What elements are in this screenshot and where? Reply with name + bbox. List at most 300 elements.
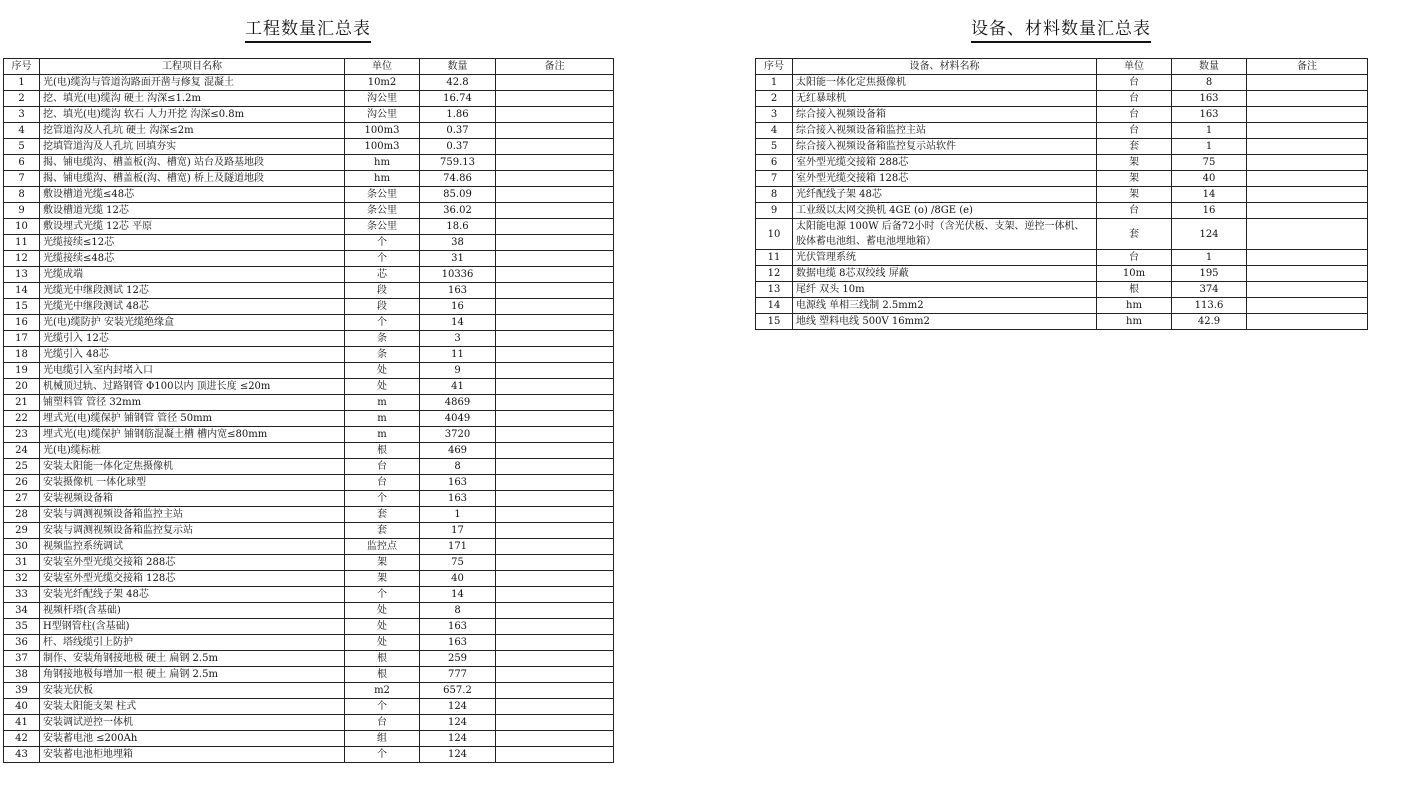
table-row [4,523,614,539]
table-row [756,123,1368,139]
cell-index: 11 [756,250,793,266]
cell-quantity: 124 [420,731,496,747]
cell-index: 29 [4,523,40,539]
cell-index: 13 [756,282,793,298]
cell-index: 25 [4,459,40,475]
cell-unit: 条公里 [345,219,420,235]
cell-quantity: 9 [420,363,496,379]
cell-index: 16 [4,315,40,331]
cell-remark [1247,75,1368,91]
cell-unit: 个 [345,699,420,715]
cell-quantity: 4049 [420,411,496,427]
cell-remark [496,171,614,187]
cell-index: 5 [4,139,40,155]
cell-remark [496,347,614,363]
cell-unit: 台 [345,475,420,491]
table-row [756,250,1368,266]
cell-name: 光(电)缆沟与管道沟路面开凿与修复 混凝土 [40,75,345,91]
cell-remark [496,123,614,139]
cell-name: 尾纤 双头 10m [793,282,1097,298]
cell-unit: 台 [345,715,420,731]
cell-unit: 台 [1097,107,1172,123]
cell-quantity: 4869 [420,395,496,411]
cell-name: 杆、塔线缆引上防护 [40,635,345,651]
cell-quantity: 163 [1172,107,1247,123]
cell-remark [1247,219,1368,250]
table-row [4,555,614,571]
cell-quantity: 75 [1172,155,1247,171]
cell-remark [496,379,614,395]
cell-index: 8 [4,187,40,203]
cell-name: 光纤配线子架 48芯 [793,187,1097,203]
cell-name: 光缆引入 12芯 [40,331,345,347]
cell-index: 1 [756,75,793,91]
cell-name: 角钢接地极每增加一根 硬土 扁钢 2.5m [40,667,345,683]
table-row [4,411,614,427]
cell-name: 揭、铺电缆沟、槽盖板(沟、槽宽) 站台及路基地段 [40,155,345,171]
cell-quantity: 40 [1172,171,1247,187]
table-row [756,75,1368,91]
equipment-material-table [755,58,1368,330]
engineering-quantity-title: 工程数量汇总表 [3,18,613,40]
table-row [4,283,614,299]
cell-remark [496,539,614,555]
cell-name: 安装室外型光缆交接箱 288芯 [40,555,345,571]
cell-unit: 架 [345,555,420,571]
table-row [4,331,614,347]
cell-index: 2 [756,91,793,107]
cell-name: 安装光纤配线子架 48芯 [40,587,345,603]
table-row [4,491,614,507]
cell-remark [496,523,614,539]
cell-quantity: 777 [420,667,496,683]
cell-quantity: 16 [1172,203,1247,219]
cell-index: 17 [4,331,40,347]
cell-quantity: 17 [420,523,496,539]
cell-name: 室外型光缆交接箱 288芯 [793,155,1097,171]
cell-name: 光缆接续≤48芯 [40,251,345,267]
cell-remark [1247,107,1368,123]
cell-name: 安装摄像机 一体化球型 [40,475,345,491]
cell-name: 埋式光(电)缆保护 铺钢管 管径 50mm [40,411,345,427]
cell-unit: m2 [345,683,420,699]
cell-name: 视频监控系统调试 [40,539,345,555]
cell-name: 光缆成端 [40,267,345,283]
table-row [756,298,1368,314]
cell-name: 工业级以太网交换机 4GE (o) /8GE (e) [793,203,1097,219]
cell-name: 敷设槽道光缆≤48芯 [40,187,345,203]
cell-quantity: 0.37 [420,123,496,139]
cell-remark [1247,187,1368,203]
cell-remark [1247,266,1368,282]
cell-index: 30 [4,539,40,555]
table-row [4,171,614,187]
table-row [756,219,1368,250]
cell-unit: 根 [345,667,420,683]
table-row [4,475,614,491]
cell-name: 光缆光中继段测试 12芯 [40,283,345,299]
cell-index: 31 [4,555,40,571]
cell-remark [496,155,614,171]
cell-remark [496,667,614,683]
cell-unit: 条 [345,347,420,363]
cell-remark [496,235,614,251]
cell-name: 地线 塑料电线 500V 16mm2 [793,314,1097,330]
cell-quantity: 124 [420,715,496,731]
cell-remark [496,427,614,443]
cell-remark [496,475,614,491]
table-row [4,699,614,715]
cell-remark [496,587,614,603]
cell-name: 无红暴球机 [793,91,1097,107]
table-row [4,347,614,363]
cell-remark [496,443,614,459]
cell-name: 光电缆引入室内封堵入口 [40,363,345,379]
cell-name: 电源线 单相三线制 2.5mm2 [793,298,1097,314]
cell-remark [496,267,614,283]
cell-quantity: 124 [1172,219,1247,250]
cell-unit: hm [1097,298,1172,314]
cell-index: 41 [4,715,40,731]
cell-remark [496,635,614,651]
cell-remark [496,715,614,731]
cell-index: 37 [4,651,40,667]
cell-index: 43 [4,747,40,763]
table-row [4,603,614,619]
cell-remark [1247,250,1368,266]
column-header-name: 设备、材料名称 [793,59,1097,75]
cell-unit: 台 [1097,250,1172,266]
cell-unit: 条公里 [345,187,420,203]
cell-quantity: 124 [420,747,496,763]
table-row [756,139,1368,155]
cell-quantity: 75 [420,555,496,571]
cell-name: 综合接入视频设备箱监控复示站软件 [793,139,1097,155]
cell-index: 10 [4,219,40,235]
cell-quantity: 85.09 [420,187,496,203]
cell-quantity: 16.74 [420,91,496,107]
cell-unit: 根 [1097,282,1172,298]
cell-remark [496,251,614,267]
table-row [4,427,614,443]
cell-index: 26 [4,475,40,491]
table-row [4,267,614,283]
cell-quantity: 18.6 [420,219,496,235]
cell-index: 9 [4,203,40,219]
cell-name: 安装蓄电池 ≤200Ah [40,731,345,747]
column-header-quantity: 数量 [420,59,496,75]
cell-unit: 段 [345,283,420,299]
cell-remark [496,283,614,299]
table-header-row [4,59,614,75]
cell-name: 埋式光(电)缆保护 铺钢筋混凝土槽 槽内宽≤80mm [40,427,345,443]
table-row [4,619,614,635]
cell-quantity: 10336 [420,267,496,283]
cell-name: 安装与调测视频设备箱监控主站 [40,507,345,523]
cell-name: 光缆光中继段测试 48芯 [40,299,345,315]
cell-quantity: 36.02 [420,203,496,219]
cell-name: 光缆引入 48芯 [40,347,345,363]
cell-quantity: 759.13 [420,155,496,171]
table-row [756,282,1368,298]
cell-quantity: 374 [1172,282,1247,298]
cell-remark [496,411,614,427]
cell-index: 8 [756,187,793,203]
cell-remark [496,331,614,347]
cell-unit: 根 [345,443,420,459]
cell-remark [496,395,614,411]
cell-quantity: 41 [420,379,496,395]
table-row [4,651,614,667]
cell-index: 15 [756,314,793,330]
cell-index: 23 [4,427,40,443]
cell-unit: 处 [345,635,420,651]
table-row [4,571,614,587]
column-header-quantity: 数量 [1172,59,1247,75]
column-header-name: 工程项目名称 [40,59,345,75]
table-row [756,171,1368,187]
cell-unit: 10m2 [345,75,420,91]
cell-quantity: 163 [1172,91,1247,107]
column-header-unit: 单位 [345,59,420,75]
column-header-index: 序号 [756,59,793,75]
cell-name: 太阳能一体化定焦摄像机 [793,75,1097,91]
cell-unit: 架 [1097,171,1172,187]
cell-unit: 个 [345,747,420,763]
column-header-index: 序号 [4,59,40,75]
cell-remark [496,507,614,523]
cell-name: 光(电)缆防护 安装光缆绝缘盒 [40,315,345,331]
cell-name: 敷设槽道光缆 12芯 [40,203,345,219]
cell-unit: 条 [345,331,420,347]
cell-name: 安装太阳能一体化定焦摄像机 [40,459,345,475]
cell-quantity: 113.6 [1172,298,1247,314]
cell-unit: 个 [345,491,420,507]
cell-quantity: 657.2 [420,683,496,699]
cell-remark [496,731,614,747]
cell-index: 28 [4,507,40,523]
cell-unit: 台 [1097,203,1172,219]
cell-quantity: 1 [1172,139,1247,155]
cell-name: 安装太阳能支架 柱式 [40,699,345,715]
cell-name: 光(电)缆标桩 [40,443,345,459]
cell-index: 7 [756,171,793,187]
cell-unit: 套 [1097,139,1172,155]
table-row [4,715,614,731]
table-row [4,731,614,747]
equipment-material-title: 设备、材料数量汇总表 [755,18,1367,40]
cell-unit: 个 [345,587,420,603]
cell-unit: 台 [1097,75,1172,91]
cell-index: 2 [4,91,40,107]
table-row [4,747,614,763]
cell-index: 39 [4,683,40,699]
cell-index: 22 [4,411,40,427]
cell-quantity: 14 [1172,187,1247,203]
cell-quantity: 171 [420,539,496,555]
cell-name: 敷设埋式光缆 12芯 平原 [40,219,345,235]
cell-name: 挖管道沟及人孔坑 硬土 沟深≤2m [40,123,345,139]
cell-quantity: 1 [420,507,496,523]
cell-unit: 个 [345,315,420,331]
cell-unit: 个 [345,235,420,251]
cell-name: 安装室外型光缆交接箱 128芯 [40,571,345,587]
cell-remark [496,315,614,331]
cell-remark [496,699,614,715]
cell-index: 35 [4,619,40,635]
table-header-row [756,59,1368,75]
table-row [4,251,614,267]
cell-unit: 组 [345,731,420,747]
cell-index: 9 [756,203,793,219]
cell-index: 3 [756,107,793,123]
cell-quantity: 3720 [420,427,496,443]
table-row [756,266,1368,282]
table-row [4,395,614,411]
cell-unit: 芯 [345,267,420,283]
cell-unit: 监控点 [345,539,420,555]
cell-unit: 处 [345,603,420,619]
table-row [4,235,614,251]
cell-name: 数据电缆 8芯双绞线 屏蔽 [793,266,1097,282]
cell-index: 18 [4,347,40,363]
cell-index: 36 [4,635,40,651]
cell-remark [1247,282,1368,298]
cell-remark [496,187,614,203]
column-header-unit: 单位 [1097,59,1172,75]
cell-remark [496,91,614,107]
cell-quantity: 469 [420,443,496,459]
cell-index: 19 [4,363,40,379]
cell-unit: 沟公里 [345,91,420,107]
table-row [4,363,614,379]
cell-remark [496,491,614,507]
cell-unit: 套 [1097,219,1172,250]
table-row [4,507,614,523]
cell-unit: 个 [345,251,420,267]
cell-unit: hm [345,155,420,171]
cell-remark [1247,91,1368,107]
cell-remark [496,747,614,763]
cell-name: H型钢管柱(含基础) [40,619,345,635]
table-row [4,683,614,699]
cell-unit: 套 [345,507,420,523]
cell-index: 3 [4,107,40,123]
cell-remark [1247,155,1368,171]
cell-unit: 台 [1097,91,1172,107]
cell-quantity: 163 [420,619,496,635]
cell-unit: 架 [345,571,420,587]
cell-remark [1247,123,1368,139]
cell-index: 11 [4,235,40,251]
cell-quantity: 0.37 [420,139,496,155]
cell-quantity: 16 [420,299,496,315]
cell-index: 13 [4,267,40,283]
cell-remark [1247,298,1368,314]
table-row [4,203,614,219]
cell-index: 24 [4,443,40,459]
cell-name: 安装光伏板 [40,683,345,699]
cell-name: 综合接入视频设备箱监控主站 [793,123,1097,139]
cell-unit: 100m3 [345,123,420,139]
cell-quantity: 195 [1172,266,1247,282]
cell-remark [496,571,614,587]
table-row [4,635,614,651]
cell-quantity: 163 [420,283,496,299]
table-row [4,123,614,139]
cell-name: 安装视频设备箱 [40,491,345,507]
cell-unit: 套 [345,523,420,539]
table-row [4,443,614,459]
cell-name: 光伏管理系统 [793,250,1097,266]
table-row [4,75,614,91]
cell-unit: 沟公里 [345,107,420,123]
cell-quantity: 42.9 [1172,314,1247,330]
table-row [4,667,614,683]
cell-quantity: 11 [420,347,496,363]
table-row [756,314,1368,330]
cell-unit: m [345,395,420,411]
cell-unit: 台 [345,459,420,475]
table-row [756,107,1368,123]
cell-index: 34 [4,603,40,619]
cell-index: 4 [756,123,793,139]
cell-quantity: 1 [1172,250,1247,266]
cell-remark [496,651,614,667]
cell-name: 光缆接续≤12芯 [40,235,345,251]
cell-unit: 10m [1097,266,1172,282]
cell-index: 12 [4,251,40,267]
cell-index: 15 [4,299,40,315]
table-row [4,139,614,155]
cell-index: 4 [4,123,40,139]
cell-index: 7 [4,171,40,187]
cell-index: 6 [4,155,40,171]
cell-remark [496,299,614,315]
table-row [4,315,614,331]
table-row [4,587,614,603]
cell-quantity: 124 [420,699,496,715]
cell-index: 38 [4,667,40,683]
cell-remark [1247,171,1368,187]
cell-remark [496,107,614,123]
cell-quantity: 74.86 [420,171,496,187]
cell-quantity: 42.8 [420,75,496,91]
cell-name: 太阳能电源 100W 后备72小时（含光伏板、支架、逆控一体机、胶体蓄电池组、蓄电池埋地箱） [793,219,1097,250]
cell-remark [1247,314,1368,330]
cell-name: 挖、填光(电)缆沟 软石 人力开挖 沟深≤0.8m [40,107,345,123]
cell-remark [496,219,614,235]
cell-name: 安装蓄电池柜地埋箱 [40,747,345,763]
cell-unit: 处 [345,379,420,395]
cell-remark [496,683,614,699]
cell-index: 5 [756,139,793,155]
column-header-remark: 备注 [496,59,614,75]
cell-quantity: 8 [420,603,496,619]
table-row [4,219,614,235]
cell-remark [496,603,614,619]
cell-unit: 处 [345,363,420,379]
cell-unit: m [345,411,420,427]
cell-index: 27 [4,491,40,507]
table-row [4,155,614,171]
table-row [4,299,614,315]
cell-unit: 处 [345,619,420,635]
cell-unit: 条公里 [345,203,420,219]
cell-index: 42 [4,731,40,747]
cell-unit: 段 [345,299,420,315]
cell-name: 铺塑料管 管径 32mm [40,395,345,411]
